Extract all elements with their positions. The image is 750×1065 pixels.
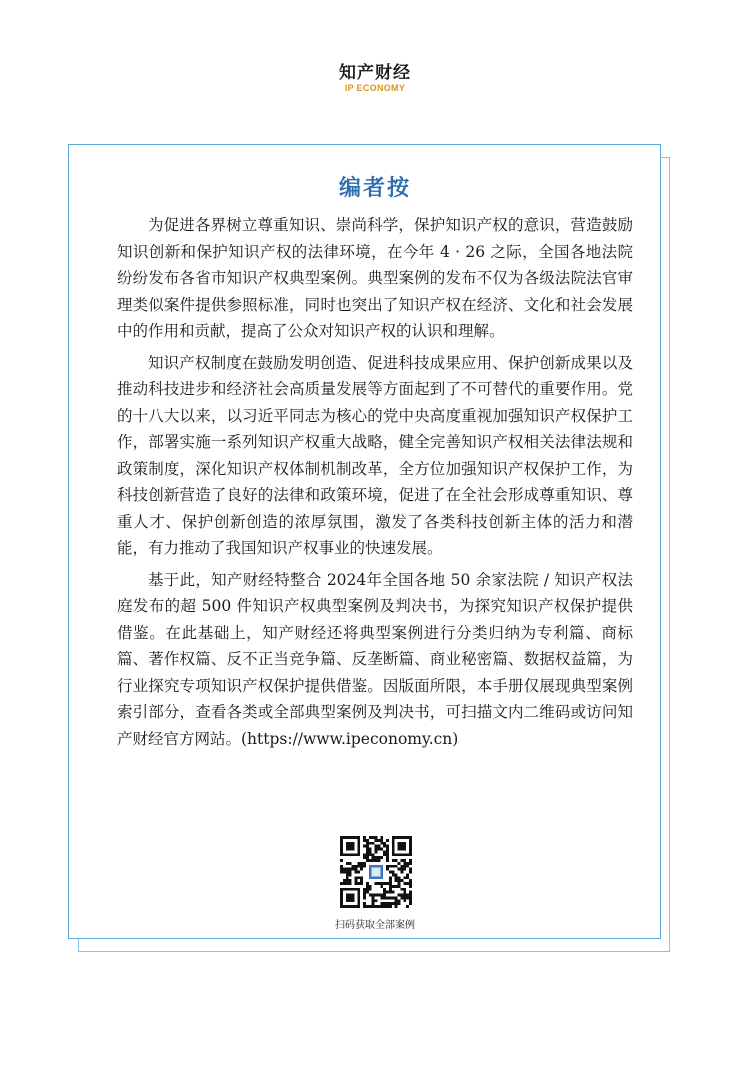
logo-chinese-text: 知产财经: [339, 63, 411, 83]
editor-note-body: [117, 212, 633, 757]
qr-code-icon[interactable]: [340, 836, 412, 908]
logo-english-text: IP ECONOMY: [344, 83, 406, 93]
paragraph-2: 知识产权制度在鼓励发明创造、促进科技成果应用、保护创新成果以及推动科技进步和经济社会高质量发展等方面起到了不可替代的重要作用。党的十八大以来，以习近平同志为核心的党中央高度重视加强知识产权保护工作，部署实施一系列知识产权重大战略，健全完善知识产权相关法律法规和政策制度，深化知识产权体制机制改革，全方位加强知识产权保护工作，为科技创新营造了良好的法律和政策环境，促进了在全社会形成尊重知识、尊重人才、保护创新创造的浓厚氛围，激发了各类科技创新主体的活力和潜能，有力推动了我国知识产权事业的快速发展。: [117, 353, 633, 557]
qr-caption: 扫码获取全部案例: [335, 920, 415, 931]
paragraph-3: 基于此，知产财经特整合 2024年全国各地 50 余家法院 / 知识产权法庭发布的超 500 件知识产权典型案例及判决书，为探究知识产权保护提供借鉴。在此基础上，知产财经还将典型案例进行分类归纳为专利篇、商标篇、著作权篇、反不正当竞争篇、反垄断篇、商业秘密篇、数据权益篇，为行业探究专项知识产权保护提供借鉴。因版面所限，本手册仅展现典型案例索引部分，查看各类或全部典型案例及判决书，可扫描文内二维码或访问知产财经官方网站。(https://www.ipeconomy.cn): [117, 570, 633, 748]
paragraph-1: 为促进各界树立尊重知识、崇尚科学，保护知识产权的意识，营造鼓励知识创新和保护知识产权的法律环境，在今年 4 · 26 之际，全国各地法院纷纷发布各省市知识产权典型案例。典型案例的发布不仅为各级法院法官审理类似案件提供参照标准，同时也突出了知识产权在经济、文化和社会发展中的作用和贡献，提高了公众对知识产权的认识和理解。: [117, 216, 633, 340]
page-title: 编者按: [338, 176, 411, 201]
brand-logo: [0, 63, 750, 94]
